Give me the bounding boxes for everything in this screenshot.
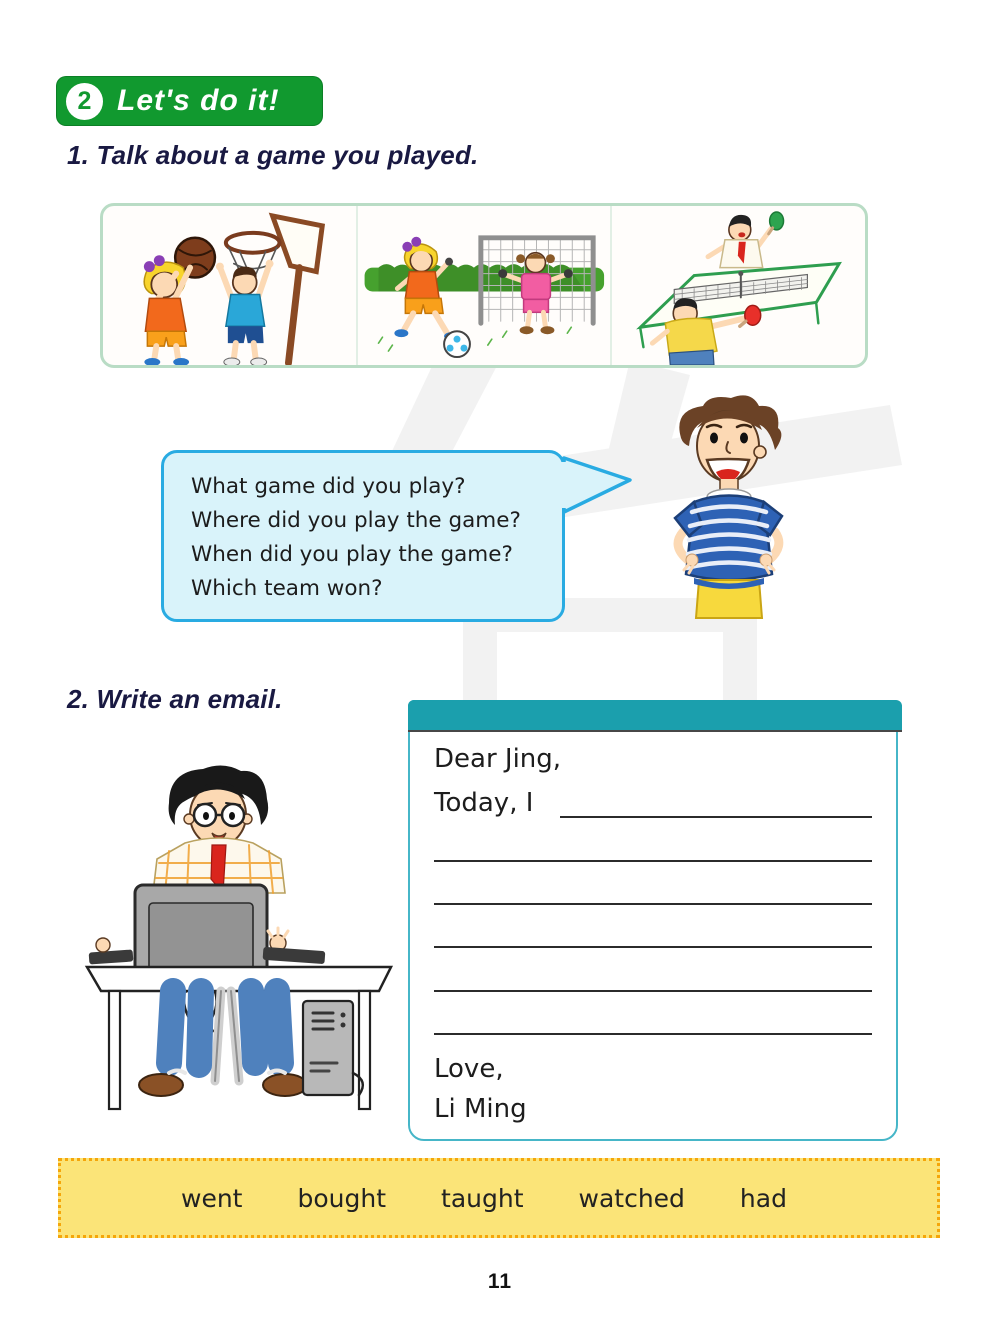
boy-at-computer-illustration — [73, 763, 405, 1115]
lesson-badge — [57, 77, 322, 125]
email-closing: Love, — [434, 1054, 504, 1084]
blank-writing-line — [434, 1033, 872, 1035]
section1-heading: 1. Talk about a game you played. — [67, 140, 479, 170]
blank-writing-line — [434, 946, 872, 948]
bubble-question-4: Which team won? — [191, 576, 383, 601]
word-bank — [58, 1158, 940, 1238]
email-body-prefix: Today, I — [434, 788, 534, 818]
blank-writing-line — [560, 816, 872, 818]
word-bank-item: had — [739, 1183, 787, 1213]
basketball-illustration — [103, 206, 356, 365]
soccer-picture — [356, 206, 611, 365]
page-number: 11 — [487, 1270, 513, 1293]
word-bank-item: taught — [441, 1183, 524, 1213]
blank-writing-line — [434, 860, 872, 862]
word-bank-item: went — [181, 1183, 243, 1213]
table-tennis-illustration — [612, 206, 865, 365]
lesson-number: 2 — [66, 83, 103, 120]
section2-heading: 2. Write an email. — [67, 684, 283, 714]
bubble-question-3: When did you play the game? — [191, 542, 513, 567]
bubble-question-2: Where did you play the game? — [191, 508, 521, 533]
email-card — [408, 700, 898, 1141]
soccer-illustration — [358, 206, 611, 365]
blank-writing-line — [434, 990, 872, 992]
lesson-title: Let's do it! — [117, 84, 280, 117]
speech-bubble-tail — [560, 452, 638, 522]
bubble-question-1: What game did you play? — [191, 474, 466, 499]
blank-writing-line — [434, 903, 872, 905]
email-signature: Li Ming — [434, 1094, 527, 1124]
email-card-header — [408, 700, 902, 732]
basketball-picture — [103, 206, 356, 365]
picture-strip — [100, 203, 868, 368]
boy-illustration — [645, 392, 813, 632]
table-tennis-picture — [610, 206, 865, 365]
speech-bubble — [161, 450, 565, 622]
email-salutation: Dear Jing, — [434, 744, 562, 774]
word-bank-item: watched — [578, 1183, 685, 1213]
word-bank-item: bought — [297, 1183, 387, 1213]
